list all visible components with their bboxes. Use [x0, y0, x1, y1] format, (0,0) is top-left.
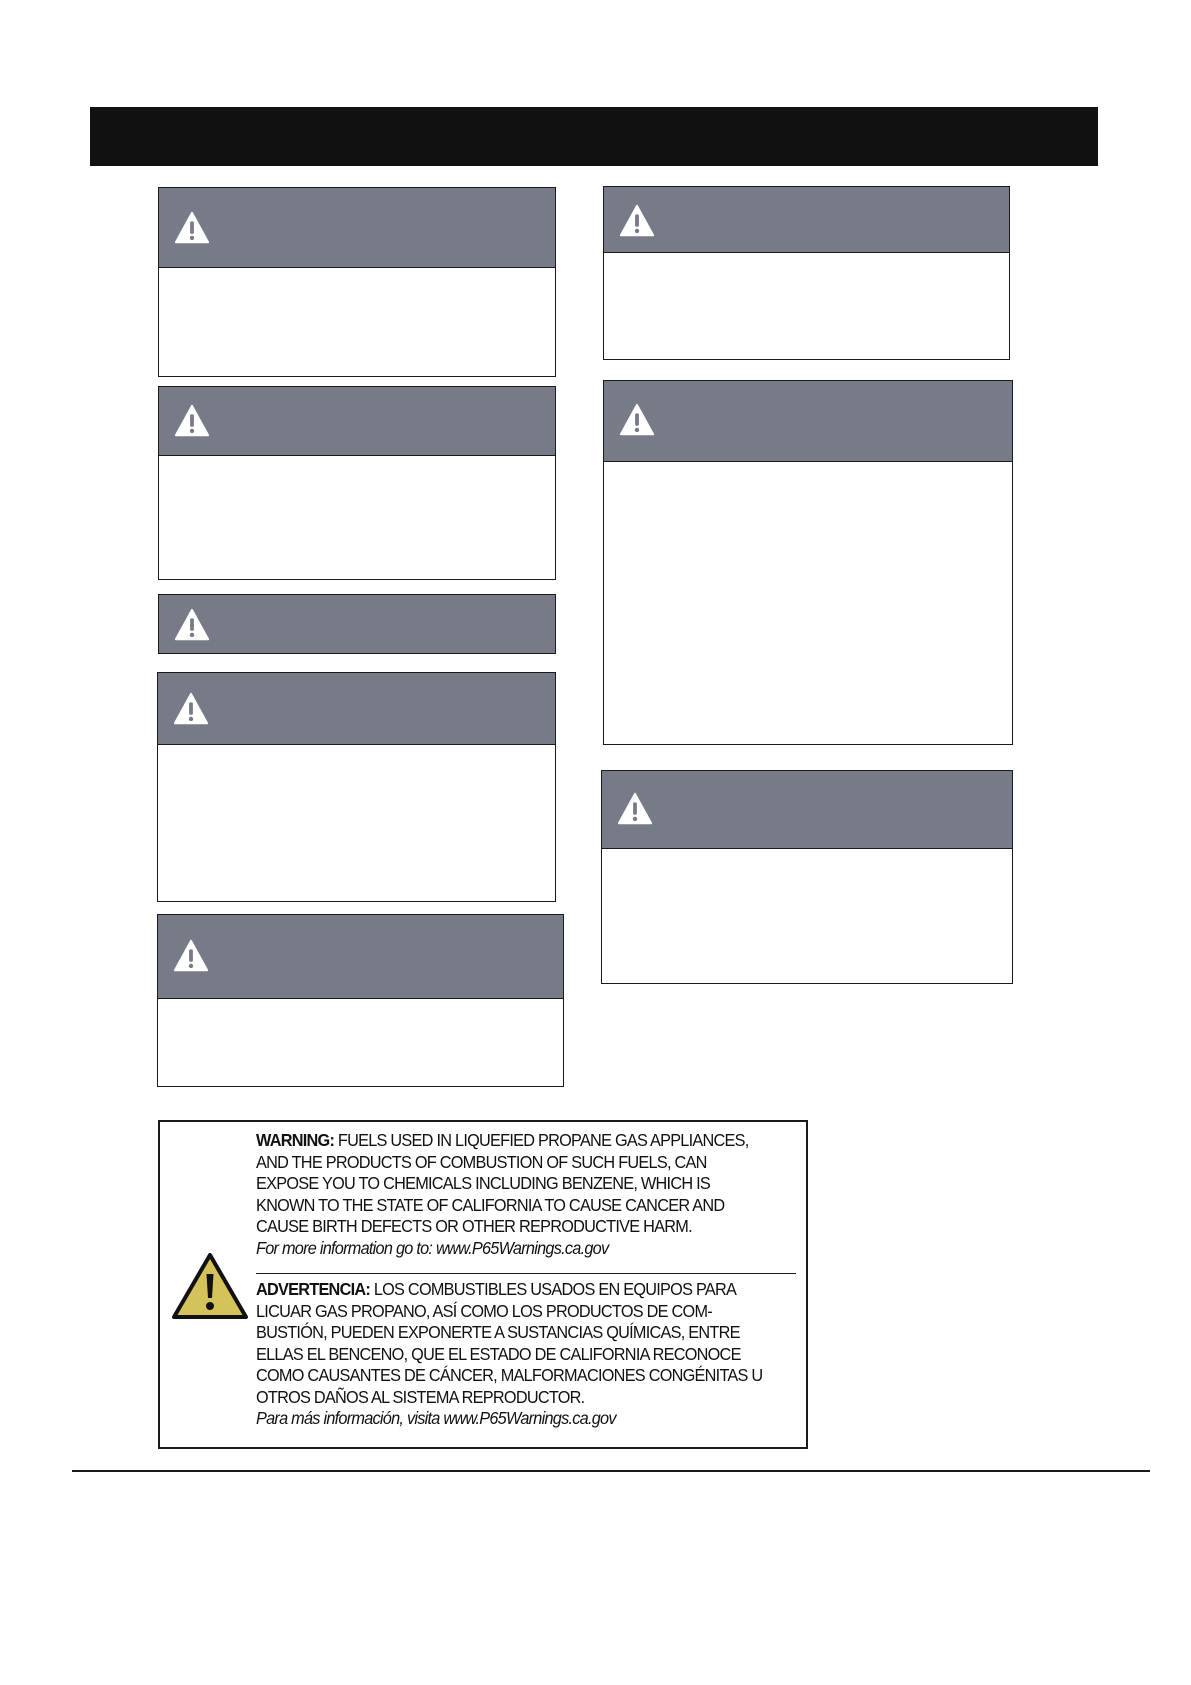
warning-triangle-icon — [173, 606, 211, 644]
prop65-en-body: FUELS USED IN LIQUEFIED PROPANE GAS APPLIANCES, AND THE PRODUCTS OF COMBUSTION OF SUCH FUELS, CAN EXPOSE YOU TO CHEMICALS INCLUDING BENZENE, WHICH IS KNOWN TO THE STATE OF CALIFORNIA TO CAUSE CANCER AND CAUSE BIRTH DEFECTS OR OTHER REPRODUCTIVE HARM. — [256, 1130, 749, 1236]
warning-triangle-icon — [618, 401, 656, 439]
warning-triangle-icon — [173, 209, 211, 247]
prop65-en-info: For more information go to: www.P65Warnings.ca.gov — [256, 1237, 609, 1258]
warning-box-5 — [157, 914, 564, 1087]
warning-box-2 — [158, 386, 556, 580]
warning-box-header — [604, 187, 1009, 253]
prop65-warning-box — [158, 1120, 808, 1449]
prop65-es-info: Para más información, visita www.P65Warnings.ca.gov — [256, 1408, 616, 1428]
warning-box-8 — [601, 770, 1013, 984]
warning-triangle-icon — [172, 937, 210, 975]
warning-box-4 — [157, 672, 556, 902]
prop65-es-body: LOS COMBUSTIBLES USADOS EN EQUIPOS PARA LICUAR GAS PROPANO, ASÍ COMO LOS PRODUCTOS DE COM-BUSTIÓN, PUEDEN EXPONERTE A SUSTANCIAS QUÍMICAS, ENTRE ELLAS EL BENCENO, QUE EL ESTADO DE CALIFORNIA RECONOCE COMO CAUSANTES DE CÁNCER, MALFORMACIONES CONGÉNITAS U OTROS DAÑOS AL SISTEMA REPRODUCTOR. — [256, 1279, 763, 1407]
prop65-en-label: WARNING: — [256, 1130, 335, 1150]
warning-box-header — [158, 673, 555, 745]
prop65-es-label: ADVERTENCIA: — [256, 1279, 371, 1299]
warning-triangle-icon — [618, 202, 656, 240]
warning-triangle-icon — [172, 690, 210, 728]
warning-box-1 — [158, 187, 556, 377]
prop65-spanish — [256, 1279, 766, 1430]
warning-box-header — [159, 188, 555, 268]
warning-triangle-icon — [173, 402, 211, 440]
warning-box-6 — [603, 186, 1010, 360]
warning-box-3 — [158, 594, 556, 654]
prop65-divider — [256, 1273, 796, 1274]
warning-box-header — [159, 595, 555, 653]
prop65-english — [256, 1130, 766, 1259]
warning-triangle-icon — [170, 1250, 250, 1322]
warning-box-7 — [603, 380, 1013, 745]
warning-box-header — [602, 771, 1012, 849]
warning-triangle-icon — [616, 790, 654, 828]
footer-rule — [72, 1470, 1150, 1472]
warning-box-header — [604, 381, 1012, 462]
section-header-bar — [90, 107, 1098, 166]
warning-box-header — [159, 387, 555, 456]
warning-box-header — [158, 915, 563, 999]
